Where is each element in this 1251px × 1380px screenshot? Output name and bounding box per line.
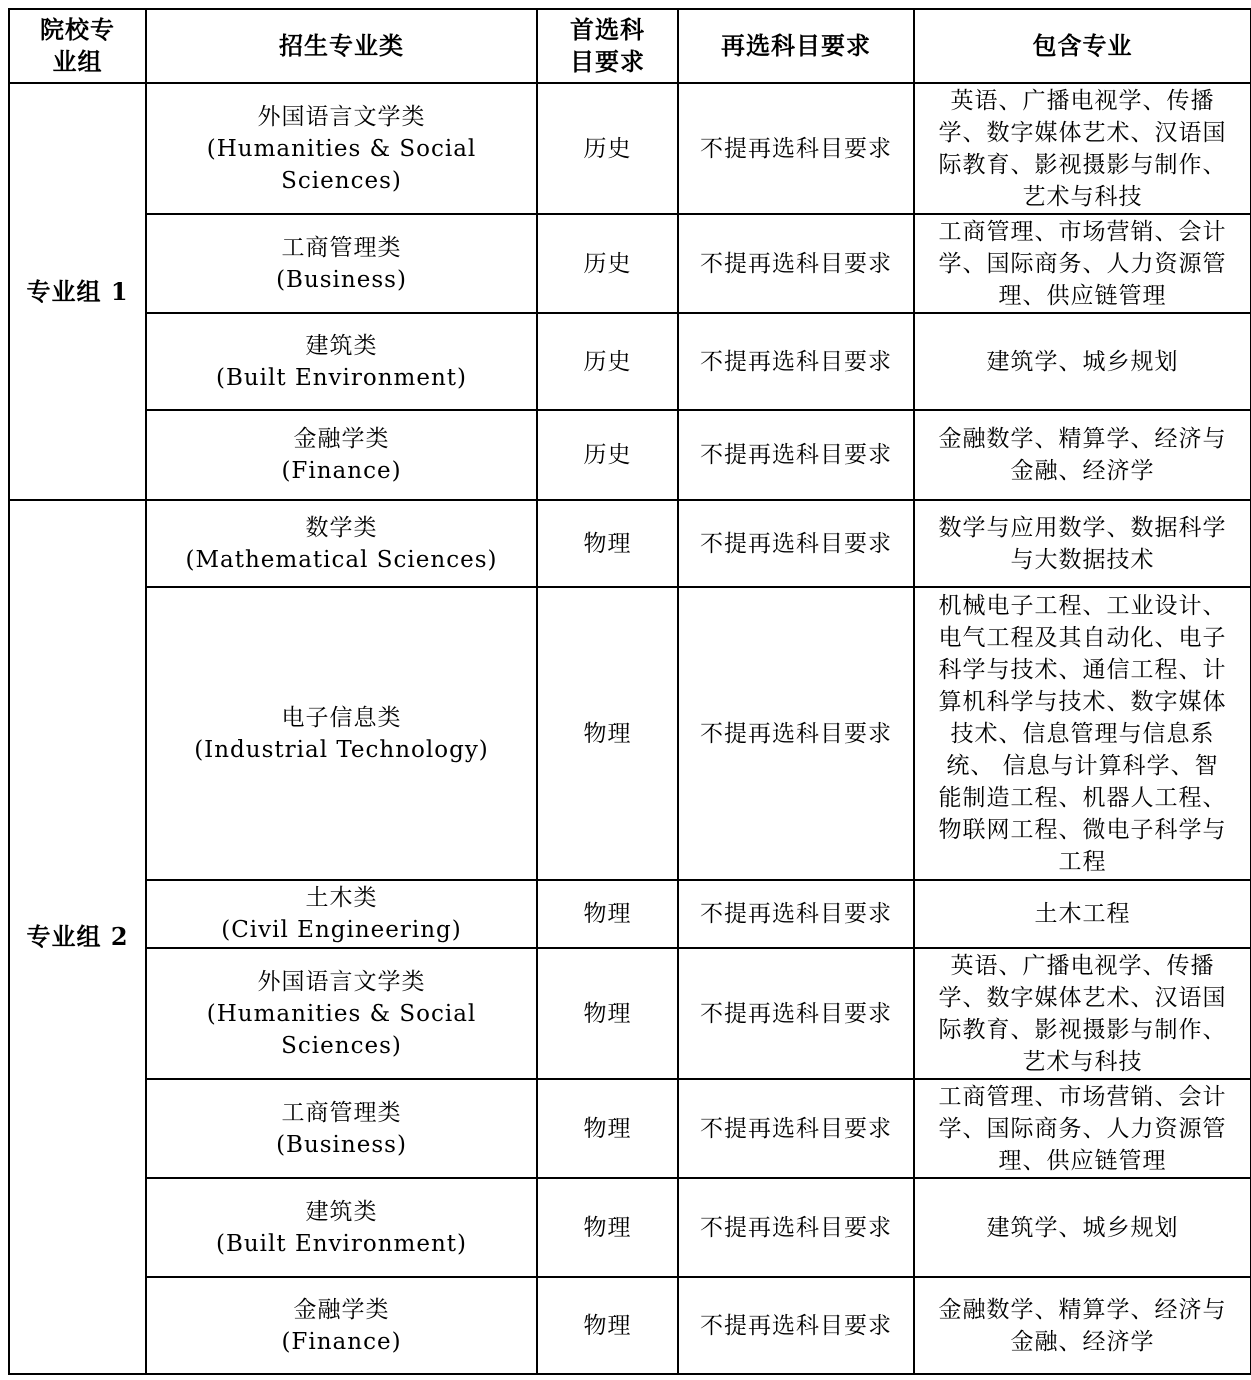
category-cell bbox=[146, 587, 537, 880]
table-row bbox=[9, 500, 1251, 587]
reselect-cell: 不提再选科目要求 bbox=[678, 410, 914, 500]
included-line: 学、国际商务、人力资源管 bbox=[938, 250, 1227, 277]
included-line: 际教育、影视摄影与制作、 bbox=[938, 1016, 1227, 1043]
major-table bbox=[8, 8, 1251, 1375]
category-en: (Humanities & Social bbox=[206, 135, 477, 162]
category-en: (Built Environment) bbox=[215, 364, 467, 391]
reselect-cell: 不提再选科目要求 bbox=[678, 948, 914, 1079]
category-en: (Humanities & Social bbox=[206, 1000, 477, 1027]
table-row bbox=[9, 1178, 1251, 1277]
table-row bbox=[9, 1079, 1251, 1178]
included-line: 学、数字媒体艺术、汉语国 bbox=[938, 984, 1227, 1011]
category-cn: 外国语言文学类 bbox=[257, 103, 426, 130]
category-en: (Finance) bbox=[281, 458, 402, 484]
category-en: Sciences) bbox=[281, 1032, 402, 1059]
table-row bbox=[9, 313, 1251, 410]
category-en: (Finance) bbox=[281, 1328, 402, 1355]
reselect-cell: 不提再选科目要求 bbox=[678, 587, 914, 880]
header-group: 院校专 业组 bbox=[9, 9, 146, 83]
category-en: Sciences) bbox=[281, 167, 402, 194]
included-line: 金融数学、精算学、经济与 bbox=[938, 1296, 1227, 1323]
table-row bbox=[9, 410, 1251, 500]
category-cell bbox=[146, 1079, 537, 1178]
included-majors-cell bbox=[914, 1178, 1251, 1277]
reselect-cell: 不提再选科目要求 bbox=[678, 1178, 914, 1277]
category-en: (Business) bbox=[276, 1131, 407, 1158]
header-reselect: 再选科目要求 bbox=[678, 9, 914, 83]
included-line: 工程 bbox=[1058, 848, 1107, 875]
included-line: 英语、广播电视学、传播 bbox=[950, 87, 1215, 114]
category-cn: 土木类 bbox=[305, 885, 378, 911]
first-subject-cell: 物理 bbox=[537, 1178, 678, 1277]
category-cn: 金融学类 bbox=[293, 426, 390, 452]
included-majors-cell bbox=[914, 1079, 1251, 1178]
category-cn: 外国语言文学类 bbox=[257, 968, 426, 995]
included-majors-cell bbox=[914, 83, 1251, 214]
included-line: 际教育、影视摄影与制作、 bbox=[938, 151, 1227, 178]
included-line: 金融、经济学 bbox=[1010, 1328, 1155, 1355]
first-subject-cell: 历史 bbox=[537, 410, 678, 500]
category-cn: 建筑类 bbox=[305, 332, 378, 359]
category-cn: 工商管理类 bbox=[281, 1099, 402, 1126]
first-subject-cell: 历史 bbox=[537, 313, 678, 410]
category-cn: 建筑类 bbox=[305, 1198, 378, 1225]
reselect-cell: 不提再选科目要求 bbox=[678, 1079, 914, 1178]
reselect-cell: 不提再选科目要求 bbox=[678, 500, 914, 587]
first-subject-cell: 物理 bbox=[537, 1079, 678, 1178]
category-cell bbox=[146, 500, 537, 587]
included-line: 算机科学与技术、数字媒体 bbox=[938, 688, 1227, 715]
category-cn: 工商管理类 bbox=[281, 234, 402, 261]
included-line: 科学与技术、通信工程、计 bbox=[938, 656, 1227, 683]
included-line: 金融数学、精算学、经济与 bbox=[938, 426, 1227, 452]
group-name-cell: 专业组 1 bbox=[9, 83, 146, 500]
first-subject-cell: 物理 bbox=[537, 587, 678, 880]
category-cell bbox=[146, 83, 537, 214]
included-line: 建筑学、城乡规划 bbox=[986, 1214, 1179, 1241]
category-cell bbox=[146, 410, 537, 500]
included-line: 电气工程及其自动化、电子 bbox=[938, 624, 1227, 651]
table-row bbox=[9, 948, 1251, 1079]
first-subject-cell: 物理 bbox=[537, 880, 678, 948]
included-line: 土木工程 bbox=[1034, 901, 1131, 927]
included-line: 艺术与科技 bbox=[1022, 183, 1143, 210]
reselect-cell: 不提再选科目要求 bbox=[678, 83, 914, 214]
included-majors-cell bbox=[914, 948, 1251, 1079]
reselect-cell: 不提再选科目要求 bbox=[678, 214, 914, 313]
first-subject-cell: 物理 bbox=[537, 500, 678, 587]
category-cn: 数学类 bbox=[305, 514, 378, 541]
category-cell bbox=[146, 1277, 537, 1374]
table-row bbox=[9, 587, 1251, 880]
table-row bbox=[9, 83, 1251, 214]
included-line: 技术、信息管理与信息系 bbox=[950, 720, 1215, 747]
category-cell bbox=[146, 313, 537, 410]
included-majors-cell bbox=[914, 1277, 1251, 1374]
included-line: 理、供应链管理 bbox=[998, 282, 1167, 309]
included-line: 物联网工程、微电子科学与 bbox=[938, 816, 1227, 843]
reselect-cell: 不提再选科目要求 bbox=[678, 313, 914, 410]
category-cell bbox=[146, 948, 537, 1079]
included-line: 建筑学、城乡规划 bbox=[986, 348, 1179, 375]
reselect-cell: 不提再选科目要求 bbox=[678, 1277, 914, 1374]
included-line: 金融、经济学 bbox=[1010, 458, 1155, 484]
included-majors-cell bbox=[914, 880, 1251, 948]
first-subject-cell: 物理 bbox=[537, 948, 678, 1079]
category-cell bbox=[146, 214, 537, 313]
category-en: (Business) bbox=[276, 266, 407, 293]
category-cell bbox=[146, 1178, 537, 1277]
group-name-cell: 专业组 2 bbox=[9, 500, 146, 1374]
category-en: (Civil Engineering) bbox=[221, 917, 462, 943]
first-subject-cell: 历史 bbox=[537, 83, 678, 214]
included-majors-cell bbox=[914, 587, 1251, 880]
category-cell bbox=[146, 880, 537, 948]
included-majors-cell bbox=[914, 410, 1251, 500]
included-line: 工商管理、市场营销、会计 bbox=[938, 1083, 1227, 1110]
category-en: (Built Environment) bbox=[215, 1230, 467, 1257]
first-subject-cell: 历史 bbox=[537, 214, 678, 313]
header-row bbox=[9, 9, 1251, 83]
reselect-cell: 不提再选科目要求 bbox=[678, 880, 914, 948]
category-cn: 电子信息类 bbox=[281, 704, 402, 731]
category-en: (Mathematical Sciences) bbox=[185, 546, 498, 573]
category-cn: 金融学类 bbox=[293, 1296, 390, 1323]
included-line: 学、国际商务、人力资源管 bbox=[938, 1115, 1227, 1142]
table-row bbox=[9, 880, 1251, 948]
first-subject-cell: 物理 bbox=[537, 1277, 678, 1374]
included-line: 数学与应用数学、数据科学 bbox=[938, 514, 1227, 541]
category-en: (Industrial Technology) bbox=[194, 736, 489, 763]
included-line: 英语、广播电视学、传播 bbox=[950, 952, 1215, 979]
included-line: 机械电子工程、工业设计、 bbox=[938, 592, 1227, 619]
included-line: 工商管理、市场营销、会计 bbox=[938, 218, 1227, 245]
included-majors-cell bbox=[914, 214, 1251, 313]
table-body bbox=[9, 83, 1251, 1374]
table-row bbox=[9, 214, 1251, 313]
included-majors-cell bbox=[914, 500, 1251, 587]
included-majors-cell bbox=[914, 313, 1251, 410]
header-category: 招生专业类 bbox=[146, 9, 537, 83]
included-line: 学、数字媒体艺术、汉语国 bbox=[938, 119, 1227, 146]
table-row bbox=[9, 1277, 1251, 1374]
included-line: 能制造工程、机器人工程、 bbox=[938, 784, 1227, 811]
included-line: 与大数据技术 bbox=[1010, 546, 1155, 573]
included-line: 统、 信息与计算科学、智 bbox=[946, 752, 1219, 779]
included-line: 理、供应链管理 bbox=[998, 1147, 1167, 1174]
header-first-subject: 首选科 目要求 bbox=[537, 9, 678, 83]
header-included: 包含专业 bbox=[914, 9, 1251, 83]
included-line: 艺术与科技 bbox=[1022, 1048, 1143, 1075]
